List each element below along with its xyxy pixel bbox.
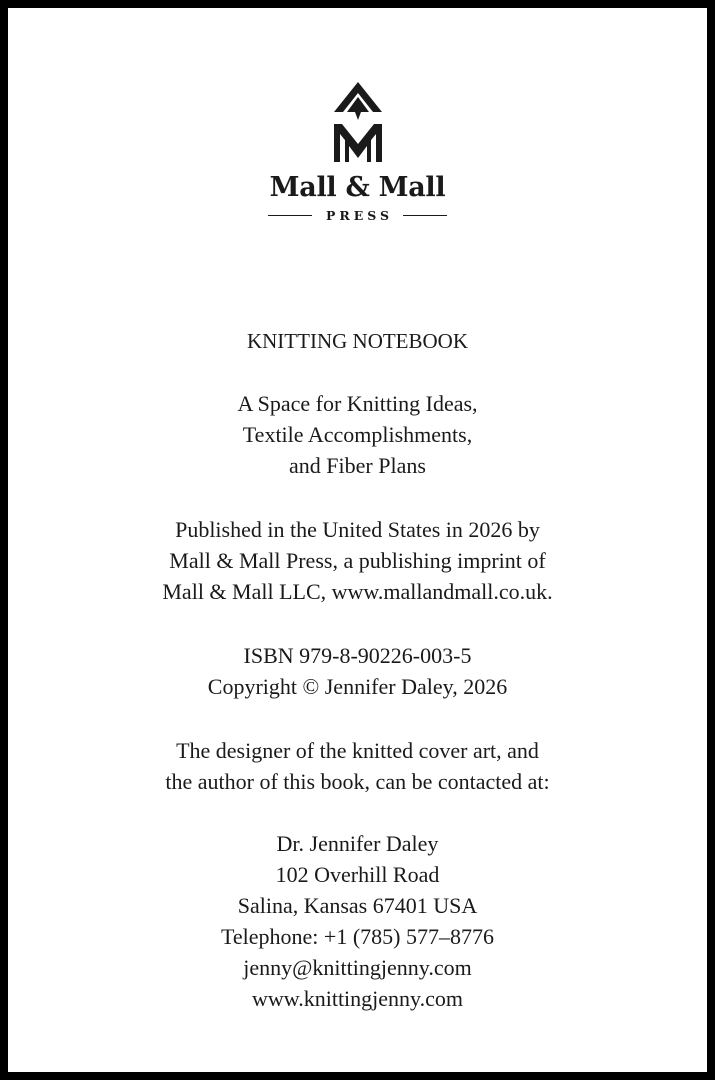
publication-line: Mall & Mall Press, a publishing imprint of: [169, 548, 546, 573]
isbn: ISBN 979-8-90226-003-5: [243, 643, 472, 668]
contact-intro-line: the author of this book, can be contacted at:: [165, 769, 550, 794]
contact-name: Dr. Jennifer Daley: [276, 831, 439, 856]
contact-intro-block: [8, 735, 707, 797]
publisher-subtitle: PRESS: [325, 208, 394, 223]
publisher-name: Mall & Mall: [269, 172, 446, 203]
book-title-block: [8, 326, 707, 357]
contact-intro-line: The designer of the knitted cover art, and: [176, 738, 539, 763]
publisher-subtitle-row: [8, 208, 707, 223]
subtitle-line: A Space for Knitting Ideas,: [237, 391, 478, 416]
copyright-notice: Copyright © Jennifer Daley, 2026: [207, 674, 508, 699]
subtitle-line: and Fiber Plans: [289, 453, 426, 478]
contact-block: [8, 828, 707, 1014]
copyright-page: [8, 8, 707, 1072]
mall-and-mall-monogram-icon: [330, 78, 386, 164]
publisher-logo: [8, 78, 707, 164]
right-rule: [403, 215, 447, 217]
contact-city: Salina, Kansas 67401 USA: [237, 893, 478, 918]
book-subtitle-block: [8, 388, 707, 481]
book-title: KNITTING NOTEBOOK: [246, 329, 469, 353]
contact-phone: Telephone: +1 (785) 577–8776: [221, 924, 494, 949]
contact-street: 102 Overhill Road: [275, 862, 440, 887]
publication-line: Published in the United States in 2026 by: [175, 517, 540, 542]
contact-email: jenny@knittingjenny.com: [243, 955, 472, 980]
publication-block: [8, 514, 707, 607]
contact-website: www.knittingjenny.com: [251, 986, 463, 1011]
left-rule: [268, 215, 312, 217]
subtitle-line: Textile Accomplishments,: [242, 422, 473, 447]
rights-block: [8, 640, 707, 702]
publication-line: Mall & Mall LLC, www.mallandmall.co.uk.: [162, 579, 553, 604]
